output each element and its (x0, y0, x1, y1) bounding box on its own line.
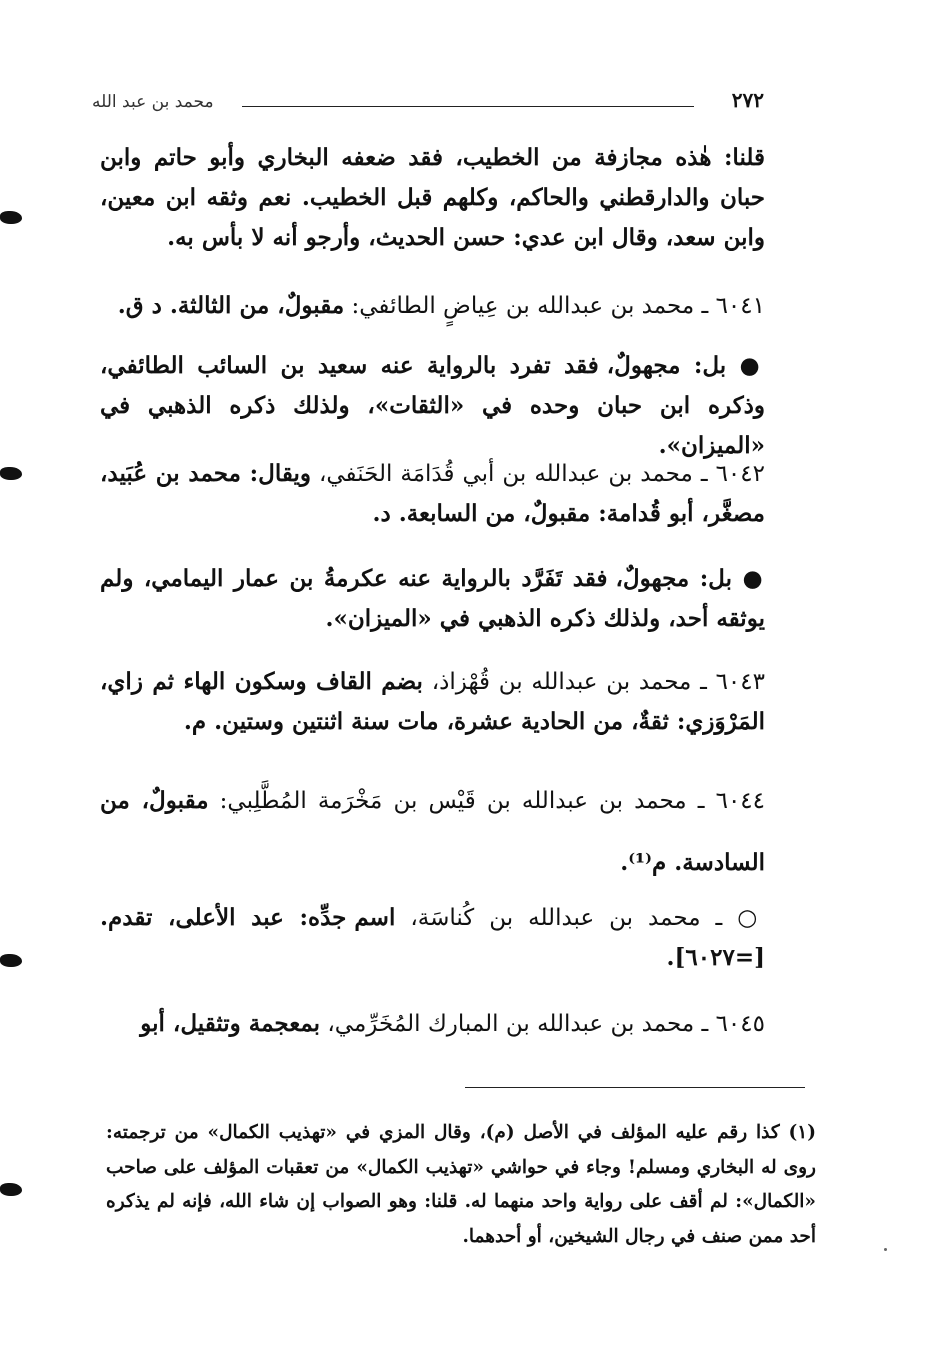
entry-kunasa-crossref (100, 898, 765, 978)
footnote-1: (١) كذا رقم عليه المؤلف في الأصل (م)، وقال المزي في «تهذيب الكمال» من ترجمته: روى له البخاري ومسلم! وجاء في حواشي «تهذيب الكمال» من تعقبات المؤلف على صاحب «الكمال»: لم أقف على رواية واحد منهما له. قلنا: وهو الصواب إن شاء الله، فإنه لم يذكره أحد ممن صنف في رجال الشيخين، أو أحدهما. (106, 1122, 816, 1247)
comment-text: مجهولٌ، فقد تفرد بالرواية عنه سعيد بن السائب الطائفي، وذكره ابن حبان وحده في «الثقات»، ولذلك ذكره الذهبي في «الميزان». (100, 352, 765, 459)
scan-edge-mark (0, 1183, 22, 1196)
header-rule (242, 106, 694, 107)
entry-heading: ٦٠٤٢ ـ محمد بن عبدالله بن أبي قُدَامَة الحَنَفي، (310, 461, 765, 487)
scan-edge-mark (0, 211, 22, 224)
commentary-text: قلنا: هٰذه مجازفة من الخطيب، فقد ضعفه البخاري وأبو حاتم وابن حبان والدارقطني والحاكم، وكلهم قبل الخطيب. نعم وثقه ابن معين، وابن سعد، وقال ابن عدي: حسن الحديث، وأرجو أنه لا بأس به. (100, 144, 765, 251)
entry-heading: ٦٠٤٣ ـ محمد بن عبدالله بن قُهْزاذ، (422, 669, 765, 695)
scan-edge-mark (0, 954, 22, 967)
entry-text: بضم القاف وسكون الهاء ثم زاي، المَرْوَزي: ثقةٌ، من الحادية عشرة، مات سنة اثنتين وستين. م. (100, 668, 765, 735)
running-title: محمد بن عبد الله (92, 92, 214, 112)
scan-dot (884, 1248, 887, 1251)
comment-6041 (100, 346, 765, 466)
entry-text: مقبولٌ، من الثالثة. د ق. (117, 292, 345, 319)
page-number: ٢٧٢ (731, 88, 764, 112)
comment-6042 (100, 559, 765, 639)
entry-6044 (100, 770, 765, 894)
comment-text: مجهولٌ، فقد تَفَرَّد بالرواية عنه عكرمةُ بن عمار اليمامي، ولم يوثقه أحد، ولذلك ذكره الذهبي في «الميزان». (100, 565, 765, 632)
entry-heading: ٦٠٤٤ ـ محمد بن عبدالله بن قَيْس بن مَخْرَمة المُطَّلِبي: (208, 788, 766, 814)
entry-6041 (100, 286, 765, 326)
comment-lead: ● بل: (680, 352, 765, 379)
comment-lead: ● بل: (689, 565, 765, 592)
entry-6045 (100, 1004, 765, 1044)
footnote-separator (465, 1087, 805, 1088)
entry-text: مقبولٌ، من السادسة. م⁽¹⁾. (100, 787, 765, 876)
entry-heading: ○ ـ محمد بن عبدالله بن كُناسَة، (395, 905, 765, 931)
scan-edge-mark (0, 467, 22, 480)
entry-text: بمعجمة وتثقيل، أبو (140, 1010, 321, 1037)
entry-heading: ٦٠٤٥ ـ محمد بن عبدالله بن المبارك المُخَرِّمي، (320, 1011, 765, 1037)
entry-6042 (100, 454, 765, 534)
commentary-paragraph (100, 138, 765, 258)
entry-6043 (100, 662, 765, 742)
running-header (92, 86, 764, 114)
entry-text: ويقال: محمد بن عُبَيد، مصغَّر، أبو قُدامة: مقبولٌ، من السابعة. د. (100, 460, 765, 527)
entry-text: اسم جدِّه: عبد الأعلى، تقدم. [=٦٠٢٧]. (100, 904, 765, 971)
entry-heading: ٦٠٤١ ـ محمد بن عبدالله بن عِياضٍ الطائفي: (344, 293, 765, 319)
